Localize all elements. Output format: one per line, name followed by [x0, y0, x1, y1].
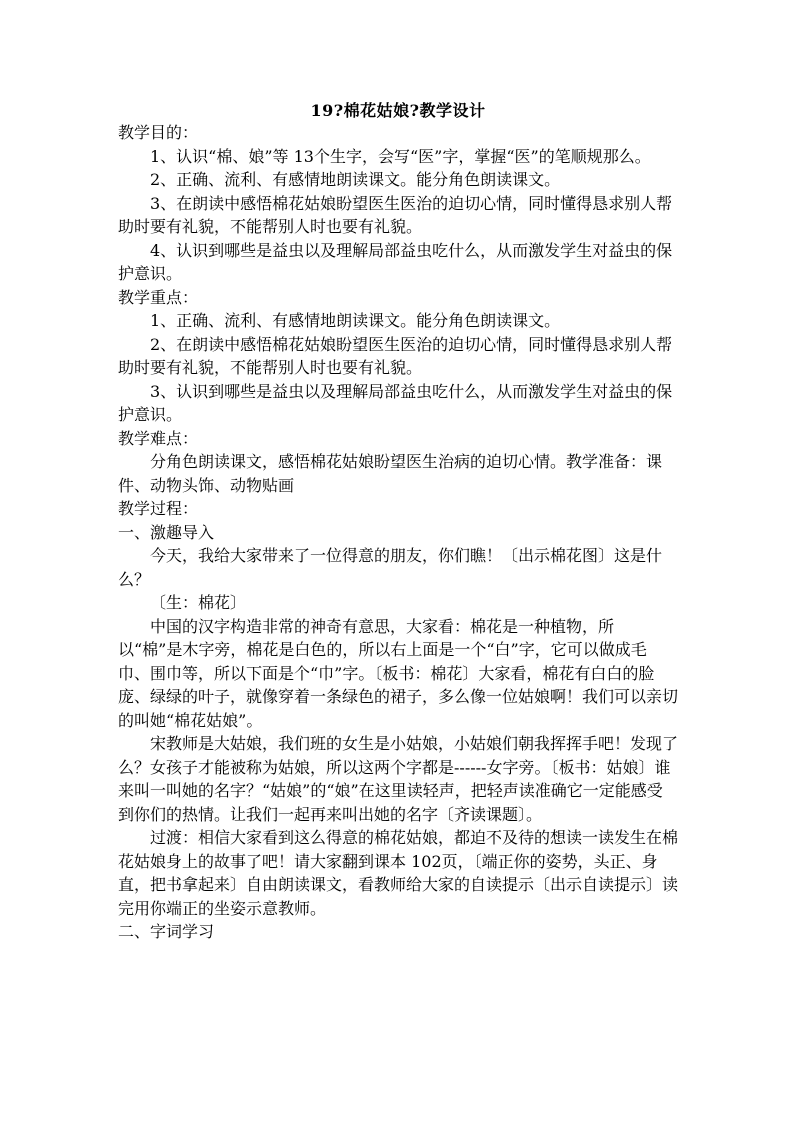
document-title: 19?棉花姑娘?教学设计: [310, 101, 486, 120]
document-body: [118, 121, 678, 944]
objective-item-4: 4、认识到哪些是益虫以及理解局部益虫吃什么，从而激发学生对益虫的保护意识。: [118, 240, 673, 283]
objective-item-3: 3、在朗读中感悟棉花姑娘盼望医生医治的迫切心情，同时懂得恳求别人帮助时要有礼貌，不能帮别人时也要有礼貌。: [118, 193, 673, 236]
body-paragraph: 宋教师是大姑娘，我们班的女生是小姑娘，小姑娘们朝我挥挥手吧！发现了么？女孩子才能被称为姑娘，所以这两个字都是------女字旁。〔板书：姑娘〕谁来叫一叫她的名字？“姑娘”的“娘”在这里读轻声，把轻声读准确它一定能感受到你们的热情。让我们一起再来叫出她的名字〔齐读课题〕。: [118, 734, 679, 824]
body-paragraph: 中国的汉字构造非常的神奇有意思，大家看：棉花是一种植物，所以“棉”是木字旁，棉花是白色的，所以右上面是一个“白”字，它可以做成毛巾、围巾等，所以下面是个“巾”字。〔板书：棉花〕大家看，棉花有白白的脸庞、绿绿的叶子，就像穿着一条绿色的裙子，多么像一位姑娘啊！我们可以亲切的叫她“棉花姑娘”。: [118, 616, 679, 730]
body-paragraph: 过渡：相信大家看到这么得意的棉花姑娘，都迫不及待的想读一读发生在棉花姑娘身上的故事了吧！请大家翻到课本 102页，〔端正你的姿势，头正、身直，把书拿起来〕自由朗读课文，看教师给大家的自读提示〔出示自读提示〕读完用你端正的坐姿示意教师。: [118, 828, 679, 918]
objective-item-2: 2、正确、流利、有感情地朗读课文。能分角色朗读课文。: [150, 170, 561, 189]
key-point-item-1: 1、正确、流利、有感情地朗读课文。能分角色朗读课文。: [150, 311, 561, 330]
section-heading-objectives: 教学目的：: [118, 123, 199, 142]
subsection-heading-intro: 一、激趣导入: [118, 522, 215, 542]
key-point-item-2: 2、在朗读中感悟棉花姑娘盼望医生医治的迫切心情，同时懂得恳求别人帮助时要有礼貌，不能帮别人时也要有礼貌。: [118, 334, 673, 377]
body-paragraph: 今天，我给大家带来了一位得意的朋友，你们瞧！〔出示棉花图〕这是什么？: [118, 546, 663, 589]
key-point-item-3: 3、认识到哪些是益虫以及理解局部益虫吃什么，从而激发学生对益虫的保护意识。: [118, 381, 673, 424]
section-heading-process: 教学过程：: [118, 499, 199, 518]
body-paragraph: 〔生：棉花〕: [150, 593, 247, 612]
objective-item-1: 1、认识“棉、娘”等 13个生字，会写“医”字，掌握“医”的笔顺规那么。: [150, 146, 651, 166]
subsection-heading-vocabulary: 二、字词学习: [118, 922, 215, 941]
section-heading-difficulties: 教学难点：: [118, 428, 199, 448]
difficulty-paragraph: 分角色朗读课文，感悟棉花姑娘盼望医生治病的迫切心情。教学准备：课件、动物头饰、动物贴画: [118, 452, 663, 495]
section-heading-key-points: 教学重点：: [118, 287, 199, 307]
